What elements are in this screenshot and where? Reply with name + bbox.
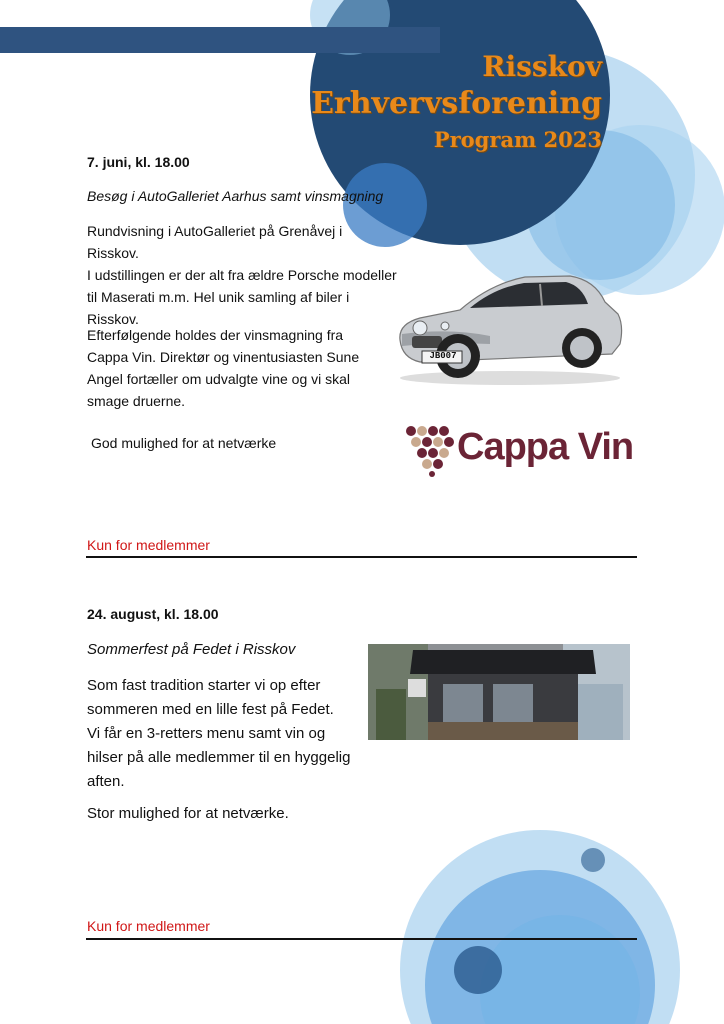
- restaurant-photo: [368, 644, 630, 740]
- divider: [86, 556, 637, 558]
- title-erhvervsforening: Erhvervsforening: [311, 86, 602, 121]
- event2-network-text: Stor mulighed for at netværke.: [87, 805, 289, 822]
- divider: [86, 938, 637, 940]
- grape-logo-icon: [405, 425, 455, 477]
- text-line: sommeren med en lille fest på Fedet.: [87, 701, 334, 718]
- event2-subtitle: Sommerfest på Fedet i Risskov: [87, 641, 296, 658]
- license-plate: JB007: [429, 351, 457, 361]
- text-line: Cappa Vin. Direktør og vinentusiasten Sune: [87, 349, 360, 365]
- text-line: Rundvisning i AutoGalleriet på Grenåvej i Risskov.: [87, 223, 343, 261]
- text-line: I udstillingen er der alt fra ældre Porsche modeller: [87, 267, 397, 283]
- text-line: til Maserati m.m. Hel unik samling af biler i: [87, 289, 350, 305]
- text-line: hilser på alle medlemmer til en hyggelig: [87, 749, 351, 766]
- event1-subtitle: Besøg i AutoGalleriet Aarhus samt vinsmagning: [87, 188, 384, 204]
- header-band: [0, 27, 440, 53]
- event1-date: 7. juni, kl. 18.00: [87, 154, 190, 170]
- event1-paragraph1: [87, 220, 397, 330]
- text-line: Som fast tradition starter vi op efter: [87, 677, 321, 694]
- text-line: Angel fortæller om udvalgte vine og vi skal: [87, 371, 351, 387]
- text-line: Vi får en 3-retters menu samt vin og: [87, 725, 326, 742]
- title-program: Program 2023: [433, 127, 602, 152]
- text-line: aften.: [87, 773, 125, 790]
- text-line: Efterfølgende holdes der vinsmagning fra: [87, 327, 344, 343]
- event2-date: 24. august, kl. 18.00: [87, 606, 219, 622]
- text-line: Risskov.: [87, 311, 139, 327]
- car-image: [390, 262, 630, 387]
- cappa-vin-logo: Cappa Vin: [457, 426, 634, 468]
- title-risskov: Risskov: [482, 50, 602, 83]
- event1-paragraph2: [87, 324, 387, 412]
- event1-network-text: God mulighed for at netværke: [91, 435, 277, 451]
- event2-paragraph: [87, 674, 377, 794]
- event2-members-only: Kun for medlemmer: [87, 918, 210, 934]
- event1-members-only: Kun for medlemmer: [87, 537, 210, 553]
- text-line: smage druerne.: [87, 393, 186, 409]
